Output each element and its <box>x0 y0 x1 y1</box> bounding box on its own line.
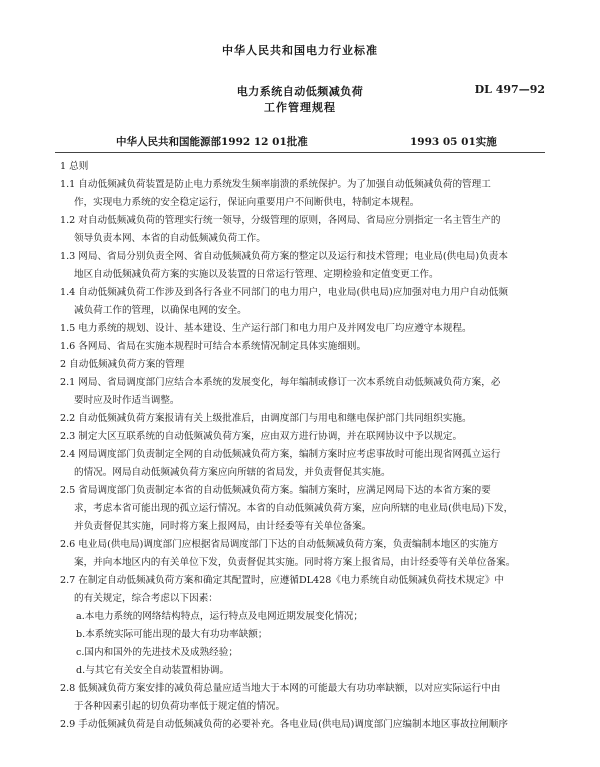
list-item: b.本系统实际可能出现的最大有功功率缺额； <box>76 629 268 640</box>
paragraph-line: 1.2 对自动低频减负荷的管理实行统一领导，分级管理的原则，各网局、省局应分别指定一名主管生产的 <box>60 215 501 226</box>
effective-date: 1993 05 01实施 <box>410 136 497 148</box>
paragraph-line: 2.4 网局调度部门负责制定全网的自动低频减负荷方案，编制方案时应考虑事故时可能出现省网孤立运行 <box>60 449 501 460</box>
approval-line: 中华人民共和国能源部1992 12 01批准 <box>116 136 308 148</box>
standard-type-heading: 中华人民共和国电力行业标准 <box>222 44 378 57</box>
paragraph-line: 并负责督促其实施，同时将方案上报网局，由计经委等有关单位备案。 <box>74 521 372 532</box>
paragraph-line: 2.9 手动低频减负荷是自动低频减负荷的必要补充。各电业局(供电局)调度部门应编制本地区事故拉闸顺序 <box>60 719 508 730</box>
document-body <box>60 158 550 734</box>
list-item: d.与其它有关安全自动装置相协调。 <box>76 665 230 676</box>
paragraph-line: 2.6 电业局(供电局)调度部门应根据省局调度部门下达的自动低频减负荷方案，负责编制本地区的实施方 <box>60 539 499 550</box>
paragraph-line: 领导负责本网、本省的自动低频减负荷工作。 <box>74 233 266 244</box>
paragraph-line: 案，并向本地区内的有关单位下发，负责督促其实施。同时将方案上报省局，由计经委等有关单位备案。 <box>74 557 516 568</box>
paragraph-line: 1.4 自动低频减负荷工作涉及到各行各业不同部门的电力用户，电业局(供电局)应加强对电力用户自动低频 <box>60 287 508 298</box>
paragraph-line: 2.5 省局调度部门负责制定本省的自动低频减负荷方案。编制方案时，应满足网局下达的本省方案的要 <box>60 485 491 496</box>
list-item: a.本电力系统的网络结构特点，运行特点及电网近期发展变化情况； <box>76 611 363 622</box>
paragraph-line: 1.1 自动低频减负荷装置是防止电力系统发生频率崩溃的系统保护。为了加强自动低频减负荷的管理工 <box>60 179 491 190</box>
section-heading: 2 自动低频减负荷方案的管理 <box>60 359 185 370</box>
section-heading: 1 总则 <box>60 161 89 172</box>
document-subtitle: 工作管理规程 <box>264 101 336 114</box>
paragraph-line: 于各种因素引起的切负荷功率低于规定值的情况。 <box>74 701 286 712</box>
paragraph-line: 要时应及时作适当调整。 <box>74 395 180 406</box>
list-item: c.国内和国外的先进技术及成熟经验； <box>76 647 238 658</box>
paragraph-line: 地区自动低频减负荷方案的实施以及装置的日常运行管理、定期检验和定值变更工作。 <box>74 269 439 280</box>
paragraph-line: 2.1 网局、省局调度部门应结合本系统的发展变化，每年编制或修订一次本系统自动低频减负荷方案，必 <box>60 377 501 388</box>
paragraph-line: 作，实现电力系统的安全稳定运行，保证向重要用户不间断供电，特制定本规程。 <box>74 197 420 208</box>
header-divider <box>55 152 545 153</box>
paragraph-line: 1.5 电力系统的规划、设计、基本建设、生产运行部门和电力用户及并网发电厂均应遵守本规程。 <box>60 323 472 334</box>
paragraph-line: 1.6 各网局、省局在实施本规程时可结合本系统情况制定具体实施细则。 <box>60 341 367 352</box>
paragraph-line: 的情况。网局自动低频减负荷方案应向所辖的省局发，并负责督促其实施。 <box>74 467 391 478</box>
paragraph-line: 的有关规定，综合考虑以下因素： <box>74 593 218 604</box>
paragraph-line: 减负荷工作的管理，以确保电网的安全。 <box>74 305 247 316</box>
standard-number: DL 497—92 <box>474 83 545 96</box>
paragraph-line: 2.8 低频减负荷方案安排的减负荷总量应适当地大于本网的可能最大有功功率缺额，以对应实际运行中由 <box>60 683 501 694</box>
document-title: 电力系统自动低频减负荷 <box>236 85 364 98</box>
paragraph-line: 2.7 在制定自动低频减负荷方案和确定其配置时，应遵循DL428《电力系统自动低频减负荷技术规定》中 <box>60 575 505 586</box>
paragraph-line: 求，考虑本省可能出现的孤立运行情况。本省的自动低频减负荷方案，应向所辖的电业局(供电局)下发， <box>74 503 514 514</box>
paragraph-line: 2.2 自动低频减负荷方案报请有关上级批准后，由调度部门与用电和继电保护部门共同组织实施。 <box>60 413 472 424</box>
paragraph-line: 1.3 网局、省局分别负责全网、省自动低频减负荷方案的整定以及运行和技术管理；电业局(供电局)负责本 <box>60 251 508 262</box>
paragraph-line: 2.3 制定大区互联系统的自动低频减负荷方案，应由双方进行协调，并在联网协议中予以规定。 <box>60 431 463 442</box>
